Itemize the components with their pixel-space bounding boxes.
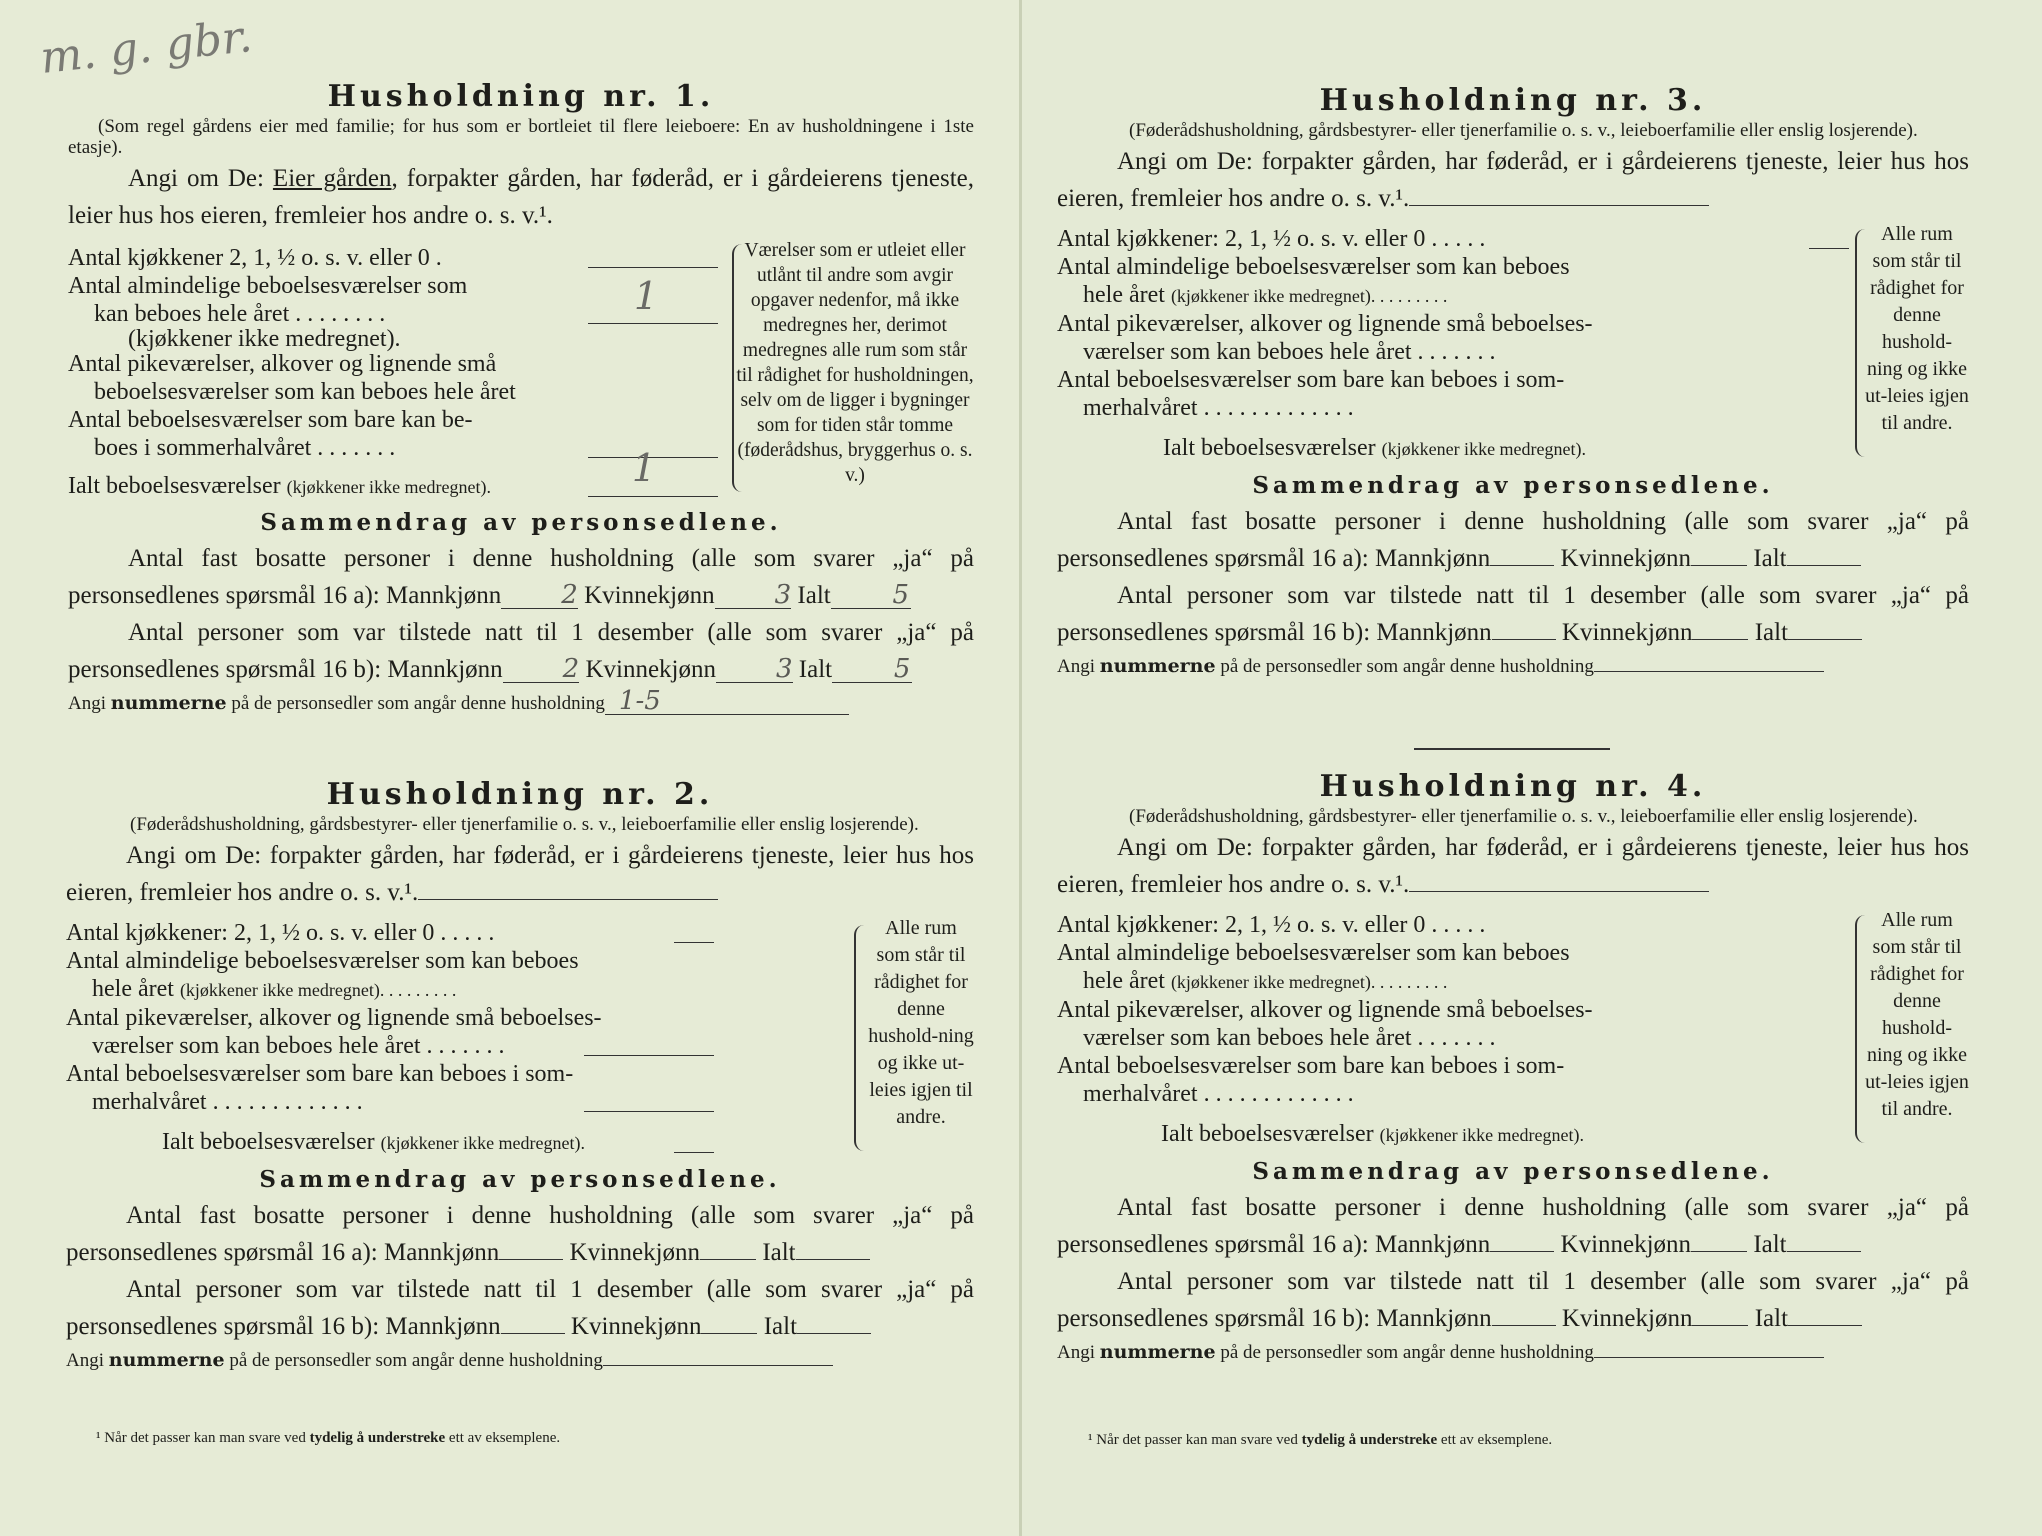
h1-nummerne-field[interactable]: 1-5 [605,688,849,715]
h1-brace-text: Værelser som er utleiet eller utlånt til andre som avgir opgaver nedenfor, må ikke medregnes her, derimot medregnes alle rum som står til rådighet for husholdningen, selv om de ligger i bygninger som for tiden står tomme (føderådshus, bryggerhus o. s. v.) [736,240,974,486]
h2-pike-row-b [66,1032,714,1060]
household-2-angi [66,837,974,911]
h1-almindelige-row-a [68,272,718,300]
h4-almindelige-row-a [1057,939,1709,967]
h4-sommer-label-a: Antal beboelsesværelser som bare kan beboes i som- [1057,1053,1565,1079]
household-2-angi-field[interactable] [418,875,718,900]
household-3-angi-field[interactable] [1409,181,1709,206]
household-1-note: (Som regel gårdens eier med familie; for hus som er bortleiet til flere leieboere: En av husholdningene i 1ste etasje). [68,116,974,158]
h1-summary-16a [68,540,974,614]
h2-summary-title: Sammendrag av personsedlene. [259,1166,781,1193]
h2-brace-text: Alle rum som står til rådighet for denne hushold-ning og ikke ut-leies igjen til andre. [868,917,974,1128]
h2-summary-16a [66,1197,974,1271]
h3-pike-row-b [1057,338,1709,366]
h4-16b-kvinne-label: Kvinnekjønn [1561,1305,1693,1332]
h2-almindelige-row-a [66,947,714,975]
h4-16a-ialt[interactable] [1787,1227,1861,1252]
household-2-title: Husholdning nr. 2. [326,777,714,812]
footnote-left-bold: tydelig å understreke [309,1430,446,1446]
h2-kjokkener-row [66,919,714,947]
section-separator [1414,748,1610,750]
h1-ialt-field[interactable] [588,496,718,497]
h3-16b-kvinne[interactable] [1692,615,1748,640]
h1-nummerne-bold: nummerne [110,692,227,714]
h2-16a-kvinne[interactable] [700,1235,756,1260]
h2-pike-label-a: Antal pikeværelser, alkover og lignende små beboelses- [66,1005,602,1031]
h4-nummerne-row [1057,1337,1969,1368]
h4-summary-16b-text: Antal personer som var tilstede natt til 1 desember (alle som svarer „ja“ på personsedlenes spørsmål 16 b): Mannkjønn [1057,1268,1969,1332]
footnote-left [96,1430,560,1447]
h4-almindelige-row-b [1057,967,1709,996]
h3-almindelige-label-b: hele året [1083,282,1165,308]
h1-sommer-label-b: boes i sommerhalvåret . . . . . . . [94,435,396,461]
h3-nummerne-pre: Angi [1057,656,1100,677]
household-3-note: (Føderådshusholdning, gårdsbestyrer- eller tjenerfamilie o. s. v., leieboerfamilie eller enslig losjerende). [1129,120,1918,141]
h1-16b-ialt-label: Ialt [798,656,833,683]
h4-summary-16a-text: Antal fast bosatte personer i denne husholdning (alle som svarer „ja“ på personsedlenes spørsmål 16 a): Mannkjønn [1057,1194,1969,1258]
h3-ialt-row [1057,434,1709,463]
household-2-angi-text: Angi om De: forpakter gården, har føderåd, er i gårdeierens tjeneste, leier hus hos eieren, fremleier hos andre o. s. v.¹. [66,842,974,906]
household-4-title: Husholdning nr. 4. [1319,769,1707,804]
h3-almindelige-row-b [1057,281,1709,310]
h3-16b-kvinne-label: Kvinnekjønn [1561,619,1693,646]
h2-summary-16b [66,1271,974,1345]
h2-ialt-row [66,1128,714,1157]
h2-ialt-label: Ialt beboelsesværelser [162,1129,375,1155]
h1-nummerne-pre: Angi [68,693,111,714]
household-4-angi-text: Angi om De: forpakter gården, har føderåd, er i gårdeierens tjeneste, leier hus hos eieren, fremleier hos andre o. s. v.¹. [1057,834,1969,898]
h2-pike-field[interactable] [584,1055,714,1056]
h3-16b-ialt[interactable] [1788,615,1862,640]
h3-16b-ialt-label: Ialt [1754,619,1789,646]
h4-kjokkener-label: Antal kjøkkener: 2, 1, ½ o. s. v. eller 0 . . . . . [1057,912,1486,938]
h1-sommer-label-a: Antal beboelsesværelser som bare kan be- [68,407,473,433]
h3-ialt-label: Ialt beboelsesværelser [1163,435,1376,461]
household-3 [1057,82,1969,682]
h2-kjokkener-label: Antal kjøkkener: 2, 1, ½ o. s. v. eller 0 . . . . . [66,920,495,946]
h3-nummerne-bold: nummerne [1099,655,1216,677]
h3-ialt-sub: (kjøkkener ikke medregnet). [1381,439,1587,459]
h1-16a-kvinne-label: Kvinnekjønn [584,582,715,609]
household-2-note: (Føderådshusholdning, gårdsbestyrer- eller tjenerfamilie o. s. v., leieboerfamilie eller enslig losjerende). [130,814,919,835]
h3-nummerne-post: på de personsedler som angår denne husholdning [1215,656,1594,677]
h4-almindelige-label-a: Antal almindelige beboelsesværelser som kan beboes [1057,940,1570,966]
h1-ialt-label: Ialt beboelsesværelser [68,473,281,499]
h1-almindelige-answer: 1 [633,274,658,318]
h2-summary-16a-text: Antal fast bosatte personer i denne husholdning (alle som svarer „ja“ på personsedlenes spørsmål 16 a): Mannkjønn [66,1202,974,1266]
h1-summary-16a-text: Antal fast bosatte personer i denne husholdning (alle som svarer „ja“ på personsedlenes spørsmål 16 a): Mannkjønn [68,545,974,609]
h2-sommer-label-b: merhalvåret . . . . . . . . . . . . . [92,1089,363,1115]
h3-summary-16a [1057,503,1969,577]
h2-sommer-field[interactable] [584,1111,714,1112]
h1-almindelige-label-a: Antal almindelige beboelsesværelser som [68,273,468,299]
h3-summary-16b [1057,577,1969,651]
h3-16b-mann[interactable] [1492,615,1556,640]
household-4 [1057,768,1969,1368]
h2-nummerne-post: på de personsedler som angår denne husholdning [224,1350,603,1371]
h1-16a-ialt[interactable]: 5 [831,582,911,609]
h4-pike-label-b: værelser som kan beboes hele året . . . . . . . [1083,1025,1496,1051]
h1-16a-ialt-label: Ialt [797,582,831,609]
h4-ialt-sub: (kjøkkener ikke medregnet). [1379,1125,1585,1145]
h2-kjokkener-field[interactable] [674,942,714,943]
footnote-left-post: ett av eksemplene. [445,1430,561,1446]
h1-almindelige-field[interactable] [588,323,718,324]
h4-sommer-label-b: merhalvåret . . . . . . . . . . . . . [1083,1081,1354,1107]
h2-nummerne-row [66,1345,974,1376]
h2-sommer-row-a [66,1060,714,1088]
h1-kjokkener-label: Antal kjøkkener 2, 1, ½ o. s. v. eller 0 . [68,245,442,271]
footnote-left-pre: ¹ Når det passer kan man svare ved [96,1430,310,1446]
h1-pike-row-b [68,378,718,406]
h2-nummerne-pre: Angi [66,1350,109,1371]
household-4-angi-field[interactable] [1409,867,1709,892]
h1-kjokkener-field[interactable] [588,267,718,268]
household-1-angi-eier: Eier gården [272,165,392,192]
h2-sommer-row-b [66,1088,714,1116]
h4-almindelige-sub: (kjøkkener ikke medregnet). . . . . . . . . [1170,972,1448,992]
h2-16a-ialt[interactable] [796,1235,870,1260]
h4-16b-kvinne[interactable] [1692,1301,1748,1326]
h4-pike-label-a: Antal pikeværelser, alkover og lignende små beboelses- [1057,997,1593,1023]
h3-almindelige-label-a: Antal almindelige beboelsesværelser som kan beboes [1057,254,1570,280]
h4-sommer-row-b [1057,1080,1709,1108]
h4-summary-16a [1057,1189,1969,1263]
household-1-rooms [68,238,974,500]
h2-16b-ialt[interactable] [797,1309,871,1334]
footnote-right-post: ett av eksemplene. [1437,1432,1553,1448]
h4-16b-ialt[interactable] [1788,1301,1862,1326]
h3-summary-16b-text: Antal personer som var tilstede natt til 1 desember (alle som svarer „ja“ på personsedlenes spørsmål 16 b): Mannkjønn [1057,582,1969,646]
h3-kjokkener-field[interactable] [1809,248,1849,249]
household-4-rooms [1057,907,1969,1151]
h1-summary-16b [68,614,974,688]
h3-nummerne-row [1057,651,1969,682]
h1-pike-label-b: beboelsesværelser som kan beboes hele året [94,379,516,405]
h4-nummerne-post: på de personsedler som angår denne husholdning [1215,1342,1594,1363]
h1-nummerne-row [68,688,974,719]
h4-kjokkener-row [1057,911,1709,939]
h1-ialt-sub: (kjøkkener ikke medregnet). [286,477,492,497]
h2-16b-ialt-label: Ialt [763,1313,798,1340]
h4-16a-mann[interactable] [1490,1227,1554,1252]
h3-summary-16a-text: Antal fast bosatte personer i denne husholdning (alle som svarer „ja“ på personsedlenes spørsmål 16 a): Mannkjønn [1057,508,1969,572]
h3-16a-ialt[interactable] [1787,541,1861,566]
h1-almindelige-label-b: kan beboes hele året . . . . . . . . [94,301,386,327]
h3-pike-row-a [1057,310,1709,338]
h2-nummerne-field[interactable] [603,1347,833,1366]
h3-almindelige-row-a [1057,253,1709,281]
margin-note: m. g. gbr. [37,11,255,84]
h3-summary-title: Sammendrag av personsedlene. [1252,472,1774,499]
h4-pike-row-b [1057,1024,1709,1052]
h3-sommer-label-b: merhalvåret . . . . . . . . . . . . . [1083,395,1354,421]
household-1-angi-b: , forpakter gården, har føderåd, er i gårdeierens tjeneste, leier hus hos eieren, fremleier hos andre o. s. v.¹. [68,165,975,229]
h2-pike-row-a [66,1004,714,1032]
h2-almindelige-label-a: Antal almindelige beboelsesværelser som kan beboes [66,948,579,974]
h1-pike-row-a [68,350,718,378]
h3-almindelige-sub: (kjøkkener ikke medregnet). . . . . . . . . [1170,286,1448,306]
h3-pike-label-a: Antal pikeværelser, alkover og lignende små beboelses- [1057,311,1593,337]
h3-16a-ialt-label: Ialt [1753,545,1787,572]
h1-sommer-row-b [68,434,718,462]
h1-ialt-answer: 1 [631,446,656,490]
h1-16a-kvinne[interactable]: 3 [715,582,792,609]
h1-16a-mann[interactable]: 2 [501,582,578,609]
page-fold [1019,0,1022,1536]
household-2 [66,776,974,1376]
h2-ialt-field[interactable] [674,1152,714,1153]
footnote-right [1088,1432,1552,1449]
h4-nummerne-bold: nummerne [1099,1341,1216,1363]
household-2-rooms [66,915,974,1159]
h3-16a-kvinne[interactable] [1691,541,1747,566]
h1-sommer-row-a [68,406,718,434]
h3-sommer-row-a [1057,366,1709,394]
h1-16b-mann[interactable]: 2 [503,656,580,683]
h4-almindelige-label-b: hele året [1083,968,1165,994]
h4-16b-ialt-label: Ialt [1754,1305,1789,1332]
h1-almindelige-sub: (kjøkkener ikke medregnet). [128,326,401,352]
h1-16b-ialt[interactable]: 5 [832,656,912,683]
h4-summary-16b [1057,1263,1969,1337]
household-1-angi-a: Angi om De: [128,165,273,192]
h2-16a-mann[interactable] [499,1235,563,1260]
h1-16b-kvinne[interactable]: 3 [716,656,793,683]
h1-nummerne-post: på de personsedler som angår denne husholdning [226,693,605,714]
h2-pike-label-b: værelser som kan beboes hele året . . . . . . . [92,1033,505,1059]
h3-16a-kvinne-label: Kvinnekjønn [1560,545,1692,572]
h1-summary-title: Sammendrag av personsedlene. [260,509,782,536]
h2-almindelige-sub: (kjøkkener ikke medregnet). . . . . . . . . [179,980,457,1000]
household-3-title: Husholdning nr. 3. [1319,83,1707,118]
h2-16a-kvinne-label: Kvinnekjønn [569,1239,701,1266]
h2-summary-16b-text: Antal personer som var tilstede natt til 1 desember (alle som svarer „ja“ på personsedlenes spørsmål 16 b): Mannkjønn [66,1276,974,1340]
h2-ialt-sub: (kjøkkener ikke medregnet). [380,1133,586,1153]
h2-almindelige-row-b [66,975,714,1004]
h3-kjokkener-label: Antal kjøkkener: 2, 1, ½ o. s. v. eller 0 . . . . . [1057,226,1486,252]
footnote-right-bold: tydelig å understreke [1301,1432,1438,1448]
h3-sommer-label-a: Antal beboelsesværelser som bare kan beboes i som- [1057,367,1565,393]
h2-16b-kvinne-label: Kvinnekjønn [570,1313,702,1340]
h4-nummerne-pre: Angi [1057,1342,1100,1363]
h4-16b-mann[interactable] [1492,1301,1556,1326]
household-4-note: (Føderådshusholdning, gårdsbestyrer- eller tjenerfamilie o. s. v., leieboerfamilie eller enslig losjerende). [1129,806,1918,827]
h2-16b-kvinne[interactable] [701,1309,757,1334]
h4-sommer-row-a [1057,1052,1709,1080]
h3-pike-label-b: værelser som kan beboes hele året . . . . . . . [1083,339,1496,365]
h4-16a-ialt-label: Ialt [1753,1231,1787,1258]
household-1 [68,78,974,719]
h2-almindelige-label-b: hele året [92,976,174,1002]
h3-nummerne-field[interactable] [1594,653,1824,672]
h2-16b-mann[interactable] [501,1309,565,1334]
footnote-right-pre: ¹ Når det passer kan man svare ved [1088,1432,1302,1448]
h4-16a-kvinne-label: Kvinnekjønn [1560,1231,1692,1258]
h1-16b-kvinne-label: Kvinnekjønn [585,656,716,683]
household-1-angi [68,160,974,234]
h4-ialt-label: Ialt beboelsesværelser [1161,1121,1374,1147]
h4-16a-kvinne[interactable] [1691,1227,1747,1252]
h3-sommer-row-b [1057,394,1709,422]
h3-kjokkener-row [1057,225,1709,253]
h4-summary-title: Sammendrag av personsedlene. [1252,1158,1774,1185]
h4-ialt-row [1057,1120,1709,1149]
h2-sommer-label-a: Antal beboelsesværelser som bare kan beboes i som- [66,1061,574,1087]
h3-16a-mann[interactable] [1490,541,1554,566]
household-3-angi-text: Angi om De: forpakter gården, har føderåd, er i gårdeierens tjeneste, leier hus hos eieren, fremleier hos andre o. s. v.¹. [1057,148,1969,212]
h4-nummerne-field[interactable] [1594,1339,1824,1358]
household-1-title: Husholdning nr. 1. [327,79,715,114]
household-3-rooms [1057,221,1969,465]
h1-kjokkener-row [68,244,718,272]
household-4-angi [1057,829,1969,903]
h4-brace-text: Alle rum som står til rådighet for denne hushold-ning og ikke ut-leies igjen til andre. [1865,909,1969,1120]
h3-brace-text: Alle rum som står til rådighet for denne hushold-ning og ikke ut-leies igjen til andre. [1865,223,1969,434]
h1-pike-label-a: Antal pikeværelser, alkover og lignende små [68,351,497,377]
h2-16a-ialt-label: Ialt [762,1239,796,1266]
household-3-angi [1057,143,1969,217]
h2-nummerne-bold: nummerne [108,1349,225,1371]
h1-summary-16b-text: Antal personer som var tilstede natt til 1 desember (alle som svarer „ja“ på personsedlenes spørsmål 16 b): Mannkjønn [68,619,974,683]
h4-pike-row-a [1057,996,1709,1024]
